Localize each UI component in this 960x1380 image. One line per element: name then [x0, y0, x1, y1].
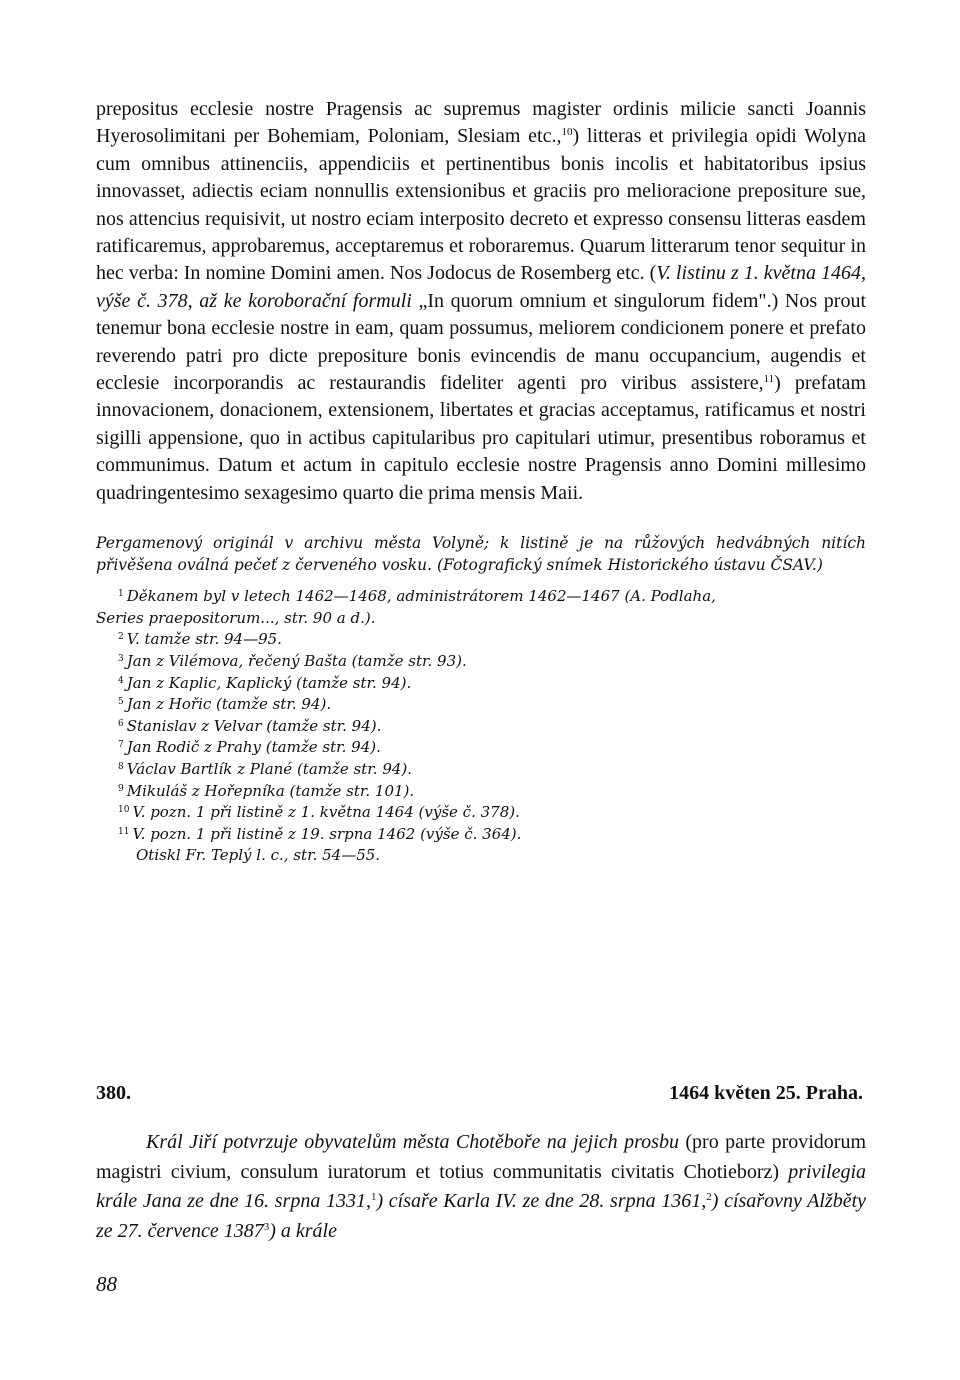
- regest-segment: ) císaře Karla IV. ze dne 28. srpna 1361,: [376, 1190, 707, 1212]
- footnote: [96, 586, 866, 608]
- main-text-paragraph: [96, 96, 866, 507]
- page-body: [96, 96, 866, 867]
- document-number: 380.: [96, 1082, 131, 1104]
- footnote-reference: 3: [263, 1220, 270, 1233]
- footnote: [96, 737, 866, 759]
- footnote-number: 2: [118, 632, 124, 643]
- footnote-number: 10: [118, 805, 130, 816]
- main-text-segment: ) litteras et privilegia opidi Wolyna cum omnibus attinenciis, appendiciis et pertinentibus bonis incolis et habitatoribus ipsius innovasset, adiectis eciam nonnullis extensionibus et graciis pro melioracione prepositure sue, nos attencius requisivit, ut nostro eciam interposito decreto et expresso consensu litteras easdem ratificaremus, approbaremus, acceptaremus et roboraremus. Quarum litterarum tenor sequitur in hec verba: In nomine Domini amen. Nos Jodocus de Rosemberg etc. (: [96, 125, 866, 285]
- footnote-number: 6: [118, 718, 124, 729]
- footnote-text: V. tamže str. 94—95.: [126, 630, 282, 649]
- footnote: [96, 716, 866, 738]
- footnote-number: 5: [118, 697, 124, 708]
- footnote-reference: 1: [370, 1191, 377, 1203]
- footnote-text: V. pozn. 1 při listině z 19. srpna 1462 (výše č. 364).: [132, 824, 522, 843]
- footnote-text: Jan Rodič z Prahy (tamže str. 94).: [126, 738, 381, 757]
- footnote: [96, 824, 866, 846]
- main-text-segment: „In quorum omnium et singulorum fidem".) Nos prout tenemur bona ecclesie nostre in eam, quam possumus, meliorem condicionem ponere et prefato reverendo patri pro dicte prepositure bonis evincendis de manu occupancium, augendis et ecclesie incorporandis ac restaurandis fideliter agenti pro viribus assistere,: [96, 289, 867, 395]
- footnote-reference: 11: [763, 373, 775, 386]
- document-header: [96, 1082, 863, 1105]
- footnote-number: 4: [118, 675, 124, 686]
- printed-edition-note: Otiskl Fr. Teplý l. c., str. 54—55.: [136, 846, 381, 865]
- document-date-place: 1464 květen 25. Praha.: [669, 1082, 863, 1104]
- footnote: [96, 673, 866, 695]
- footnote-text: V. pozn. 1 při listině z 1. května 1464 (výše č. 378).: [132, 803, 520, 822]
- main-text-segment: ) prefatam innovacionem, donacionem, extensionem, libertates et gracias acceptamus, ratificamus et nostri sigilli appensione, quo in actibus capitularibus pro capitulari utimur, presentibus roboramus et communimus. Datum et actum in capitulo ecclesie nostre Pragensis anno Domini millesimo quadringentesimo sexagesimo quarto die prima mensis Maii.: [96, 372, 866, 504]
- regest-segment: Král Jiří potvrzuje obyvatelům města Chotěboře na jejich prosbu: [146, 1131, 679, 1153]
- footnote-number: 11: [118, 826, 130, 837]
- footnote: [96, 781, 866, 803]
- footnote: [96, 694, 866, 716]
- main-text-segment: prepositus ecclesie nostre Pragensis ac supremus magister ordinis milicie sancti Joannis Hyerosolimitani per Bohemiam, Poloniam, Slesiam etc.,: [96, 98, 866, 148]
- page-number: 88: [96, 1272, 117, 1296]
- editorial-italic-note: V. listinu z 1. května 1464, výše č. 378, až ke koroborační formuli: [96, 262, 866, 312]
- footnote: [96, 759, 866, 781]
- footnote: [96, 802, 866, 824]
- footnote-number: 9: [118, 783, 124, 794]
- footnote-number: 8: [118, 762, 124, 773]
- regest-segment: ) císařovny Alžběty ze 27. července 1387: [96, 1190, 866, 1242]
- footnotes-list: [96, 586, 866, 867]
- footnote-number: 3: [118, 654, 124, 665]
- footnote-reference: 10: [561, 126, 573, 139]
- footnote: [96, 651, 866, 673]
- regest-segment: ) a krále: [269, 1219, 337, 1242]
- footnote-number: 7: [118, 740, 124, 751]
- regest-segment: privilegia krále Jana ze dne 16. srpna 1331,: [96, 1160, 866, 1212]
- footnote-text: Series praepositorum..., str. 90 a d.).: [96, 608, 376, 627]
- footnote-text: Stanislav z Velvar (tamže str. 94).: [126, 716, 382, 735]
- footnote-reference: 2: [706, 1191, 712, 1203]
- regest-segment: (pro parte providorum magistri civium, consulum iuratorum et totius communitatis civitatis Chotieborz): [96, 1131, 866, 1183]
- footnote-text: Jan z Hořic (tamže str. 94).: [126, 695, 332, 714]
- footnote-text: Děkanem byl v letech 1462—1468, administrátorem 1462—1467 (A. Podlaha,: [126, 587, 716, 606]
- source-note: Pergamenový originál v archivu města Volyně; k listině je na růžových hedvábných nitích přivěšena oválná pečeť z červeného vosku. (Fotografický snímek Historického ústavu ČSAV.): [96, 534, 866, 574]
- footnote-continuation: [96, 608, 866, 630]
- footnote-text: Mikuláš z Hořepníka (tamže str. 101).: [126, 781, 415, 800]
- footnote-text: Jan z Kaplic, Kaplický (tamže str. 94).: [126, 673, 412, 692]
- footnote-text: Jan z Vilémova, řečený Bašta (tamže str. 93).: [126, 652, 467, 671]
- footnote-number: 1: [118, 589, 124, 600]
- footnote-text: Václav Bartlík z Plané (tamže str. 94).: [126, 760, 413, 779]
- footnote: [96, 629, 866, 651]
- regest-paragraph: [96, 1128, 866, 1246]
